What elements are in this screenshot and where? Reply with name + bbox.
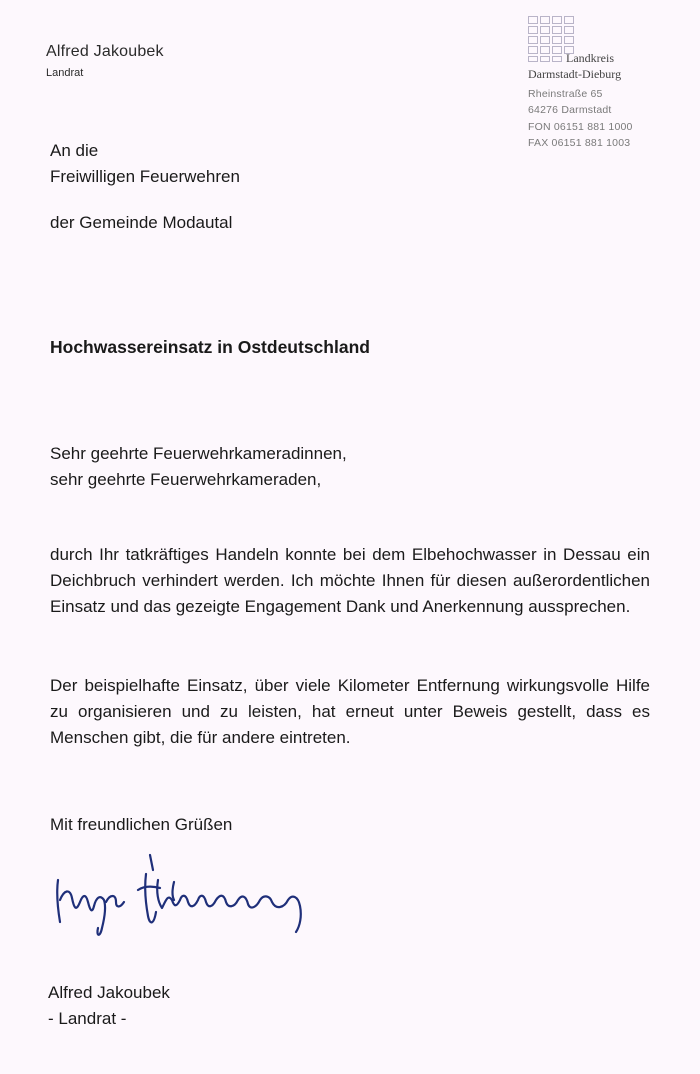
salutation-line-2: sehr geehrte Feuerwehrkameraden, bbox=[50, 470, 322, 489]
sender-name: Alfred Jakoubek bbox=[46, 43, 164, 60]
body-paragraph-2: Der beispielhafte Einsatz, über viele Kilometer Entfernung wirkungsvolle Hilfe zu organisieren und zu leisten, hat erneut unter Beweis gestellt, dass es Menschen gibt, die für andere eintreten. bbox=[50, 676, 650, 747]
letterhead-city: 64276 Darmstadt bbox=[528, 104, 612, 116]
signer-title: - Landrat - bbox=[48, 1009, 127, 1028]
letterhead-org-line2: Darmstadt-Dieburg bbox=[528, 67, 622, 81]
letterhead-street: Rheinstraße 65 bbox=[528, 88, 603, 100]
recipient-address bbox=[50, 138, 240, 236]
letter-subject: Hochwassereinsatz in Ostdeutschland bbox=[50, 337, 370, 357]
recipient-line-3: der Gemeinde Modautal bbox=[50, 213, 233, 232]
letterhead-org-line1: Landkreis bbox=[566, 51, 614, 65]
recipient-line-2: Freiwilligen Feuerwehren bbox=[50, 167, 240, 186]
salutation-line-1: Sehr geehrte Feuerwehrkameradinnen, bbox=[50, 444, 347, 463]
sender-role: Landrat bbox=[46, 67, 84, 79]
letterhead-fax: FAX 06151 881 1003 bbox=[528, 137, 631, 149]
handwritten-signature bbox=[50, 850, 320, 945]
closing-phrase: Mit freundlichen Grüßen bbox=[50, 815, 233, 834]
sender-block bbox=[46, 43, 164, 79]
signer-block bbox=[48, 980, 170, 1032]
letterhead-phone: FON 06151 881 1000 bbox=[528, 121, 633, 133]
signer-name: Alfred Jakoubek bbox=[48, 983, 170, 1002]
body-paragraph-1: durch Ihr tatkräftiges Handeln konnte bei dem Elbehochwasser in Dessau ein Deichbruch verhindert werden. Ich möchte Ihnen für diesen außerordentlichen Einsatz und das gezeigte Engagement Dank und Anerkennung aussprechen. bbox=[50, 545, 650, 616]
salutation bbox=[50, 441, 347, 493]
recipient-line-1: An die bbox=[50, 141, 99, 160]
